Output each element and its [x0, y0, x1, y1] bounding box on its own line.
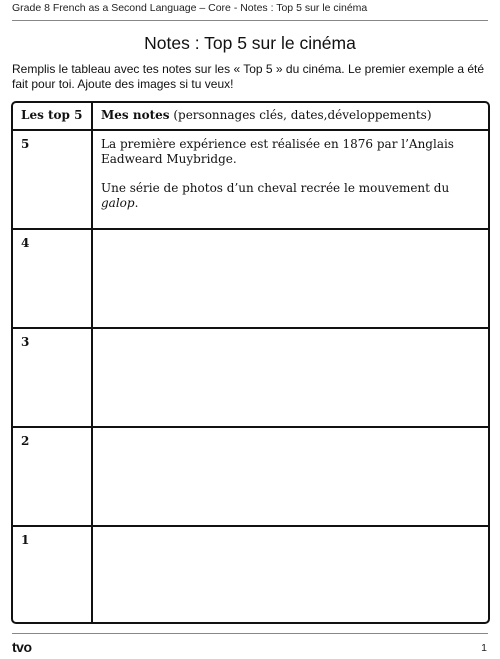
note-italic-word: galop: [101, 196, 135, 210]
column-header-notes-detail: (personnages clés, dates,développements): [169, 108, 432, 122]
column-header-notes-bold: Mes notes: [101, 108, 170, 122]
page-title: Notes : Top 5 sur le cinéma: [144, 33, 356, 53]
column-header-notes: [93, 103, 488, 131]
note-paragraph-2-end: .: [134, 196, 139, 210]
page-number: 1: [481, 642, 487, 654]
note-paragraph-2-start: Une série de photos d’un cheval recrée le mouvement du: [101, 181, 450, 195]
notes-cell-2[interactable]: [93, 428, 488, 527]
rank-cell-2: 2: [13, 428, 93, 527]
notes-cell-1[interactable]: [93, 527, 488, 622]
rank-cell-4: 4: [13, 230, 93, 329]
rank-cell-5: 5: [13, 131, 93, 230]
column-header-top5: Les top 5: [13, 103, 93, 131]
notes-cell-4[interactable]: [93, 230, 488, 329]
notes-cell-3[interactable]: [93, 329, 488, 428]
rank-cell-3: 3: [13, 329, 93, 428]
header-divider: [12, 20, 488, 21]
instructions-text: Remplis le tableau avec tes notes sur les « Top 5 » du cinéma. Le premier exemple a été fait pour toi. Ajoute des images si tu veux!: [12, 62, 485, 91]
notes-table: [11, 101, 490, 624]
note-paragraph-1: La première expérience est réalisée en 1876 par l’Anglais Eadweard Muybridge.: [101, 137, 454, 166]
running-header: Grade 8 French as a Second Language – Core - Notes : Top 5 sur le cinéma: [12, 2, 368, 14]
rank-cell-1: 1: [13, 527, 93, 622]
footer-divider: [12, 633, 488, 634]
notes-cell-5[interactable]: [93, 131, 488, 230]
tvo-logo: tvo: [12, 639, 32, 655]
note-paragraph-2: [101, 181, 480, 211]
